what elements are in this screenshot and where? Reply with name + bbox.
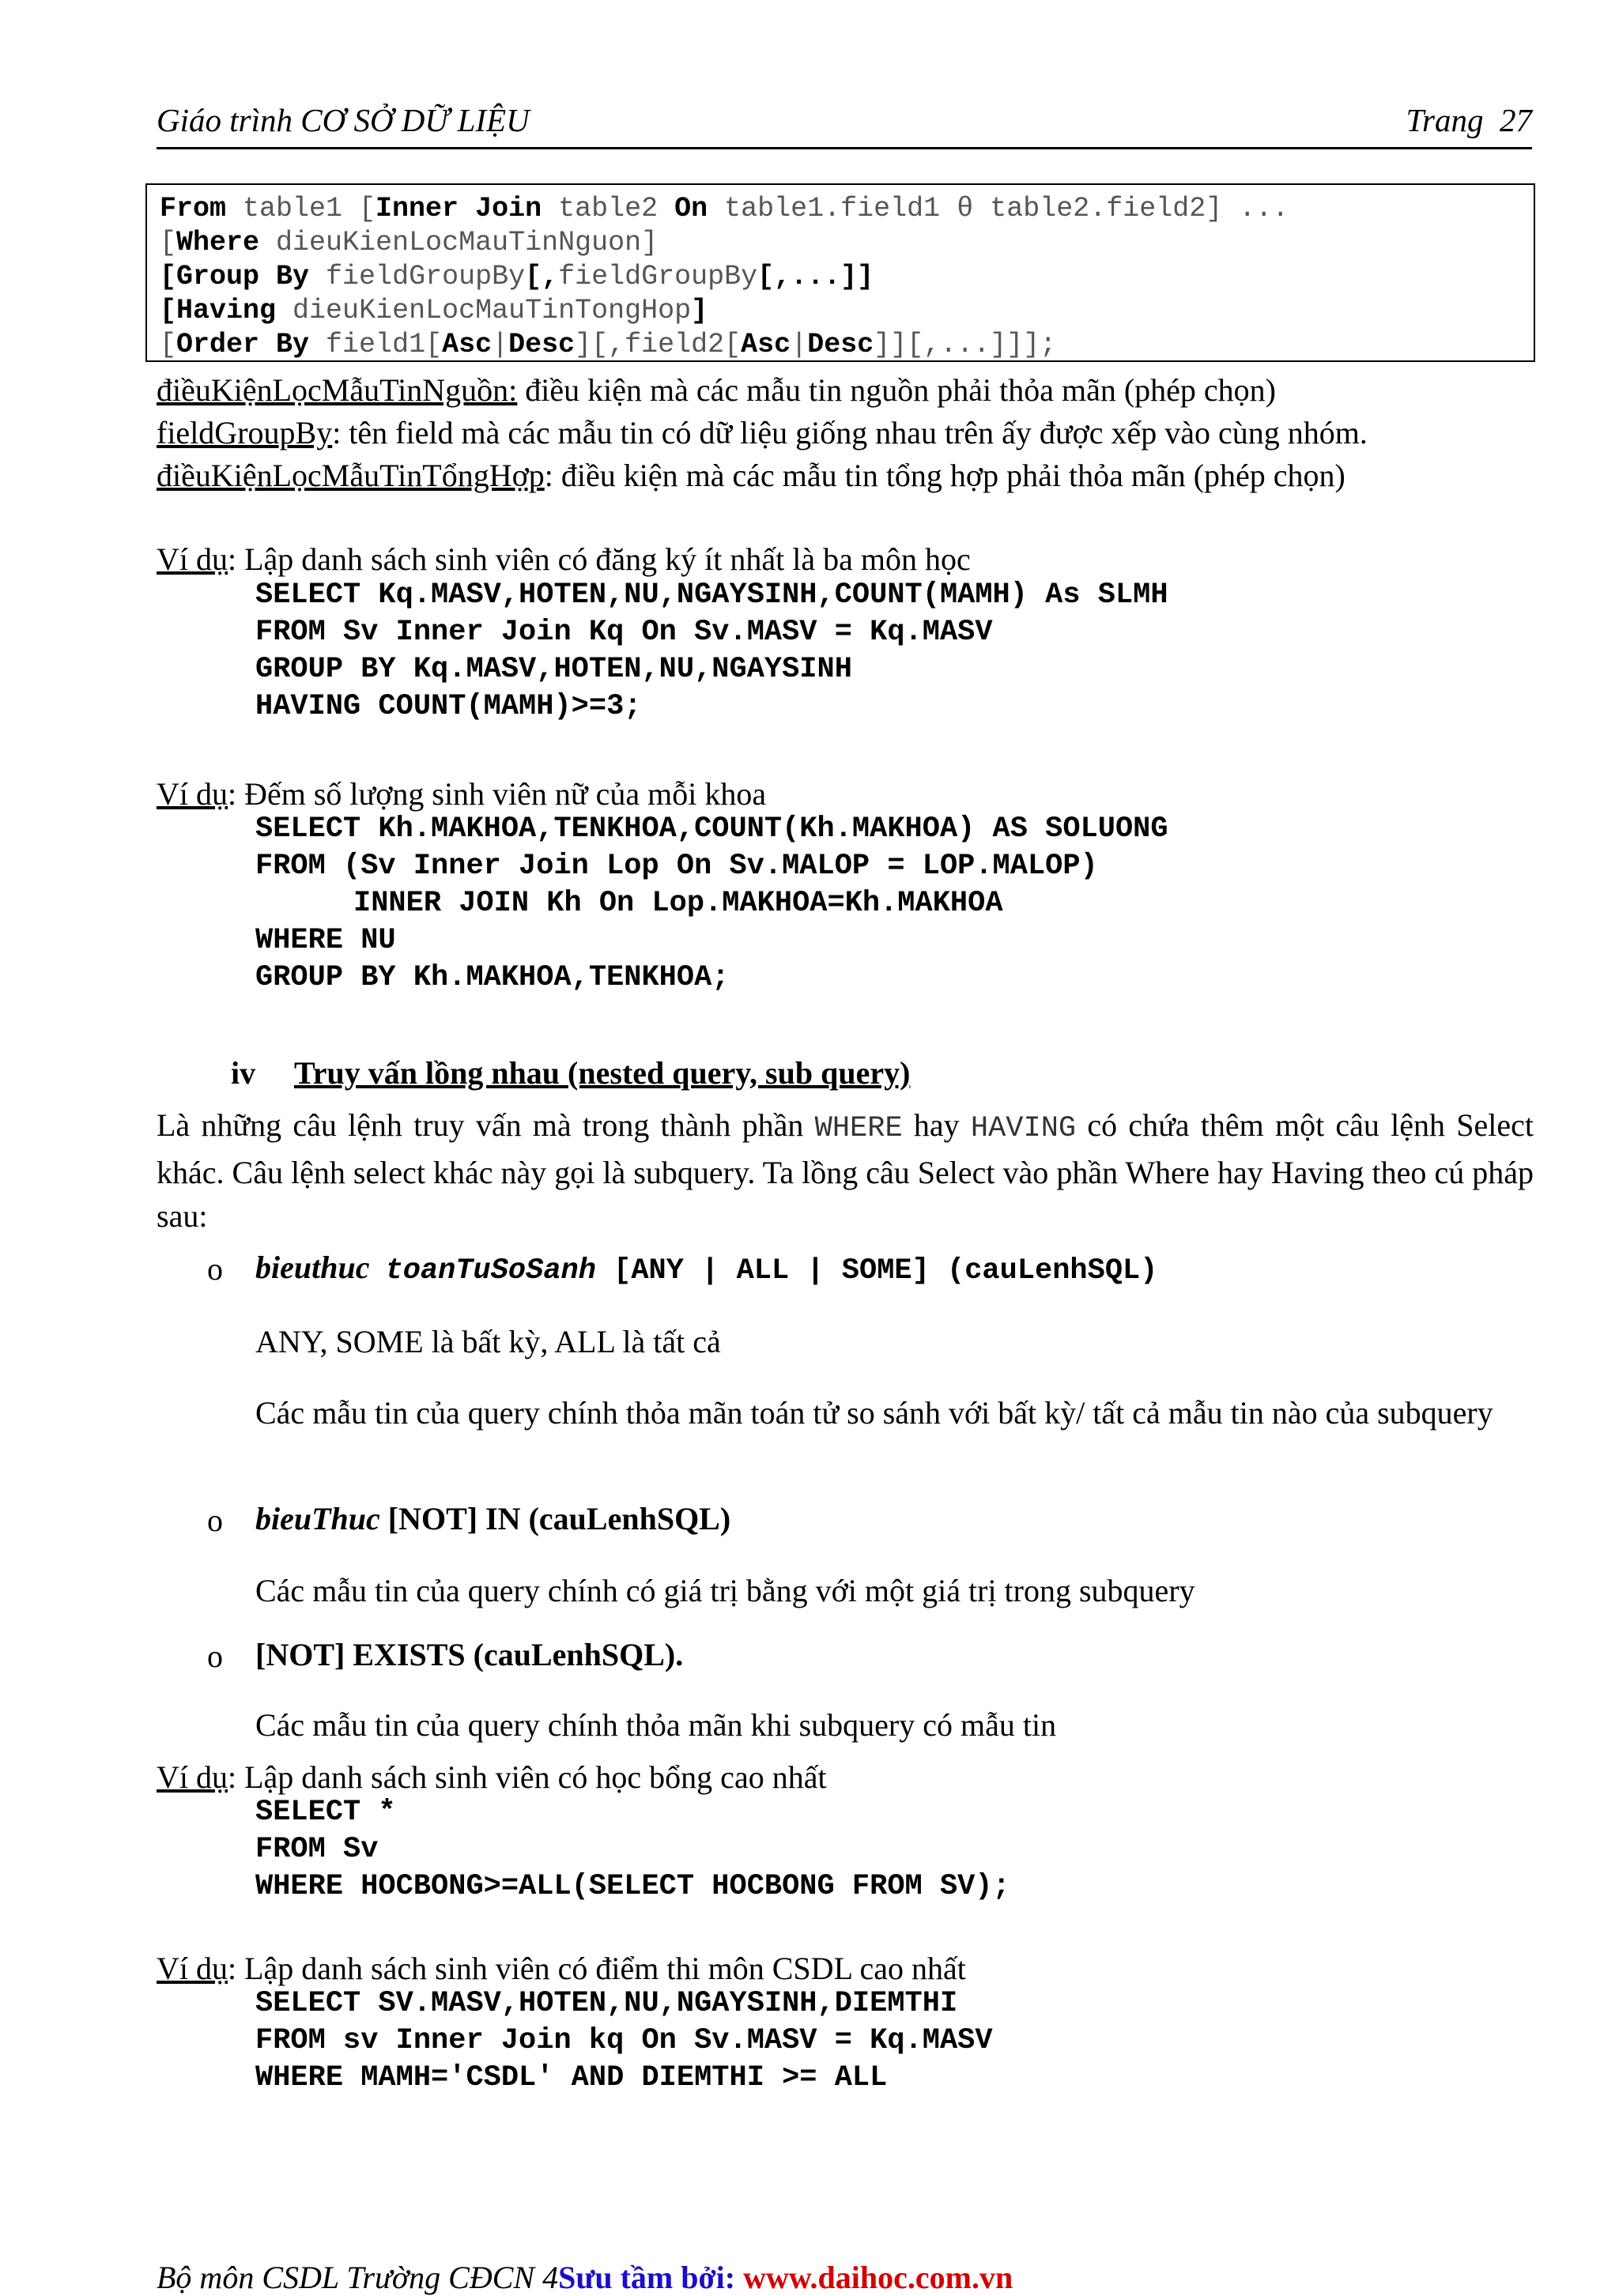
bullet-marker: o [207, 1251, 223, 1287]
syntax-line-groupby: [Group By fieldGroupBy[,fieldGroupBy[,...]] [160, 261, 874, 292]
bullet-note: Các mẫu tin của query chính có giá trị bằng với một giá trị trong subquery [255, 1573, 1195, 1608]
footer-credit: Sưu tầm bởi: [558, 2260, 744, 2295]
syntax-bullet-in: bieuThuc [NOT] IN (cauLenhSQL) [255, 1501, 731, 1536]
section-title: Truy vấn lồng nhau (nested query, sub query) [294, 1055, 911, 1091]
example-heading: Ví dụ: Lập danh sách sinh viên có điểm thi môn CSDL cao nhất [157, 1951, 966, 1986]
sql-line: FROM Sv Inner Join Kq On Sv.MASV = Kq.MASV [255, 616, 993, 649]
sql-line: SELECT Kq.MASV,HOTEN,NU,NGAYSINH,COUNT(MAMH) As SLMH [255, 579, 1168, 612]
sql-line: WHERE MAMH='CSDL' AND DIEMTHI >= ALL [255, 2061, 888, 2094]
section-number: iv [231, 1055, 256, 1091]
syntax-bullet-exists: [NOT] EXISTS (cauLenhSQL). [255, 1637, 684, 1672]
sql-line: SELECT SV.MASV,HOTEN,NU,NGAYSINH,DIEMTHI [255, 1987, 958, 2020]
sql-line: GROUP BY Kh.MAKHOA,TENKHOA; [255, 961, 730, 994]
footer-site-link[interactable]: www.daihoc.com.vn [743, 2260, 1013, 2295]
bullet-note: Các mẫu tin của query chính thỏa mãn toán tử so sánh với bất kỳ/ tất cả mẫu tin nào của subquery [255, 1395, 1493, 1431]
page-label: Trang [1406, 102, 1484, 138]
sql-line: FROM sv Inner Join kq On Sv.MASV = Kq.MASV [255, 2024, 993, 2057]
sql-line: FROM Sv [255, 1833, 379, 1866]
page-header-title: Giáo trình CƠ SỞ DỮ LIỆU [157, 102, 530, 138]
bullet-marker: o [207, 1502, 223, 1538]
syntax-line-having: [Having dieuKienLocMauTinTongHop] [160, 295, 708, 326]
example-heading: Ví dụ: Lập danh sách sinh viên có học bổng cao nhất [157, 1759, 827, 1795]
page-number [1406, 101, 1533, 139]
sql-line: WHERE HOCBONG>=ALL(SELECT HOCBONG FROM SV); [255, 1870, 1010, 1903]
bullet-note: Các mẫu tin của query chính thỏa mãn khi subquery có mẫu tin [255, 1707, 1057, 1743]
sql-line: WHERE NU [255, 924, 396, 957]
sql-line: FROM (Sv Inner Join Lop On Sv.MALOP = LOP.MALOP) [255, 850, 1098, 883]
page-number-value: 27 [1500, 102, 1532, 138]
sql-line: INNER JOIN Kh On Lop.MAKHOA=Kh.MAKHOA [353, 887, 1003, 920]
header-rule [157, 147, 1532, 149]
sql-line: GROUP BY Kq.MASV,HOTEN,NU,NGAYSINH [255, 653, 852, 686]
sql-line: SELECT Kh.MAKHOA,TENKHOA,COUNT(Kh.MAKHOA) AS SOLUONG [255, 812, 1168, 846]
definition-item: fieldGroupBy: tên field mà các mẫu tin có dữ liệu giống nhau trên ấy được xếp vào cùng nhóm. [157, 415, 1368, 451]
definition-item: điềuKiệnLọcMẫuTinNguồn: điều kiện mà các mẫu tin nguồn phải thỏa mãn (phép chọn) [157, 372, 1276, 408]
definition-item: điềuKiệnLọcMẫuTinTổngHợp: điều kiện mà các mẫu tin tổng hợp phải thỏa mãn (phép chọn) [157, 458, 1345, 493]
syntax-line-where: [Where dieuKienLocMauTinNguon] [160, 227, 659, 258]
section-heading [231, 1054, 910, 1091]
example-heading: Ví dụ: Lập danh sách sinh viên có đăng ký ít nhất là ba môn học [157, 541, 971, 577]
bullet-marker: o [207, 1638, 223, 1674]
sql-line: SELECT * [255, 1796, 396, 1829]
syntax-line-from: From table1 [Inner Join table2 On table1.field1 θ table2.field2] ... [160, 193, 1289, 224]
sql-line: HAVING COUNT(MAMH)>=3; [255, 690, 642, 723]
intro-paragraph: Là những câu lệnh truy vấn mà trong thành phần WHERE hay HAVING có chứa thêm một câu lệnh Select khác. Câu lệnh select khác này gọi là subquery. Ta lồng câu Select vào phần Where hay Having theo cú pháp sau: [157, 1107, 1534, 1234]
syntax-box [145, 183, 1535, 362]
footer-dept: Bộ môn CSDL Trường CĐCN 4 [157, 2260, 559, 2295]
bullet-note: ANY, SOME là bất kỳ, ALL là tất cả [255, 1324, 721, 1359]
syntax-line-orderby: [Order By field1[Asc|Desc][,field2[Asc|Desc]][,...]]]; [160, 329, 1057, 360]
example-heading: Ví dụ: Đếm số lượng sinh viên nữ của mỗi khoa [157, 776, 767, 812]
syntax-bullet-any-all: bieuthuc toanTuSoSanh [ANY | ALL | SOME] (cauLenhSQL) [255, 1250, 1158, 1287]
